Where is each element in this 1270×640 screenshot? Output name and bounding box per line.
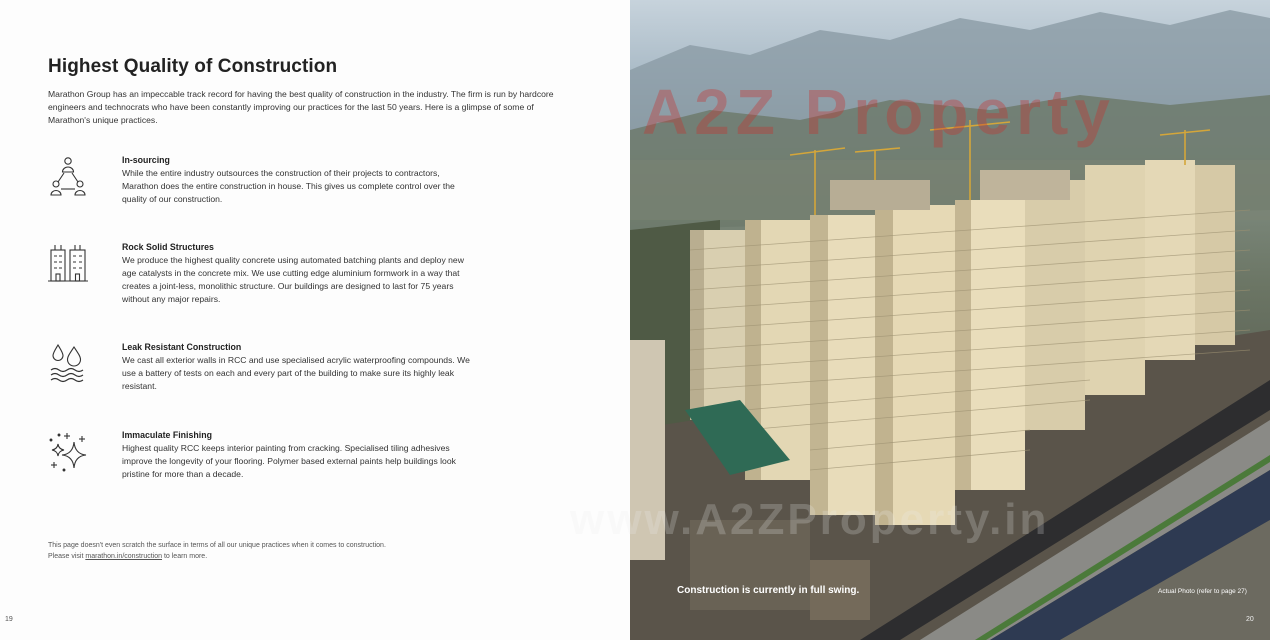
intro-paragraph: Marathon Group has an impeccable track record for having the best quality of construction in the industry. The firm is run by hardcore engineers and technocrats who have been constantly improving our practices for the last 50 years. Here is a glimpse of some of Marathon's unique practices. [48,89,554,125]
buildings-icon [48,242,88,286]
sparkles-icon [48,430,88,474]
construction-link[interactable]: marathon.in/construction [85,553,163,560]
footnote-line: This page doesn't even scratch the surface in terms of all our unique practices when it comes to construction. [48,542,386,549]
page-number-left: 19 [5,616,13,623]
footnote-suffix: to learn more. [162,553,208,560]
footnote-line [48,551,468,562]
practice-description: Highest quality RCC keeps interior painting from cracking. Specialised tiling adhesives improve the longevity of your flooring. Polymer based external paints help buildings look pristine for more than a decade. [122,443,456,479]
practice-title: In-sourcing [122,155,170,165]
practice-description: We cast all exterior walls in RCC and use specialised acrylic waterproofing compounds. We use a battery of tests on each and every part of the building to make sure its highly leak resistant. [122,355,470,391]
construction-photo [570,0,1270,640]
practice-title: Immaculate Finishing [122,430,212,440]
practice-title: Leak Resistant Construction [122,342,242,352]
photo-caption: Construction is currently in full swing. [677,585,860,596]
practice-description: While the entire industry outsources the construction of their projects to contractors, Marathon does the entire construction in house. This gives us complete control over the quality of our construction. [122,168,455,204]
water-drops-icon [48,342,88,386]
footnote-prefix: Please visit [48,553,86,560]
practice-description: We produce the highest quality concrete using automated batching plants and deploy new age catalysts in the concrete mix. We use cutting edge aluminium formwork in a way that creates a joint-less, monolithic structure. Our buildings are designed to last for 75 years without any major repairs. [122,255,464,304]
photo-note: Actual Photo (refer to page 27) [1158,588,1247,595]
watermark-url: www.A2ZProperty.in [570,495,1050,544]
people-network-icon [48,155,88,199]
page-title: Highest Quality of Construction [48,56,338,77]
footnote [48,540,468,562]
practice-title: Rock Solid Structures [122,242,214,252]
watermark-logo: A2Z Property [642,76,1116,148]
left-page [0,0,630,640]
page-number-right: 20 [1246,616,1254,623]
